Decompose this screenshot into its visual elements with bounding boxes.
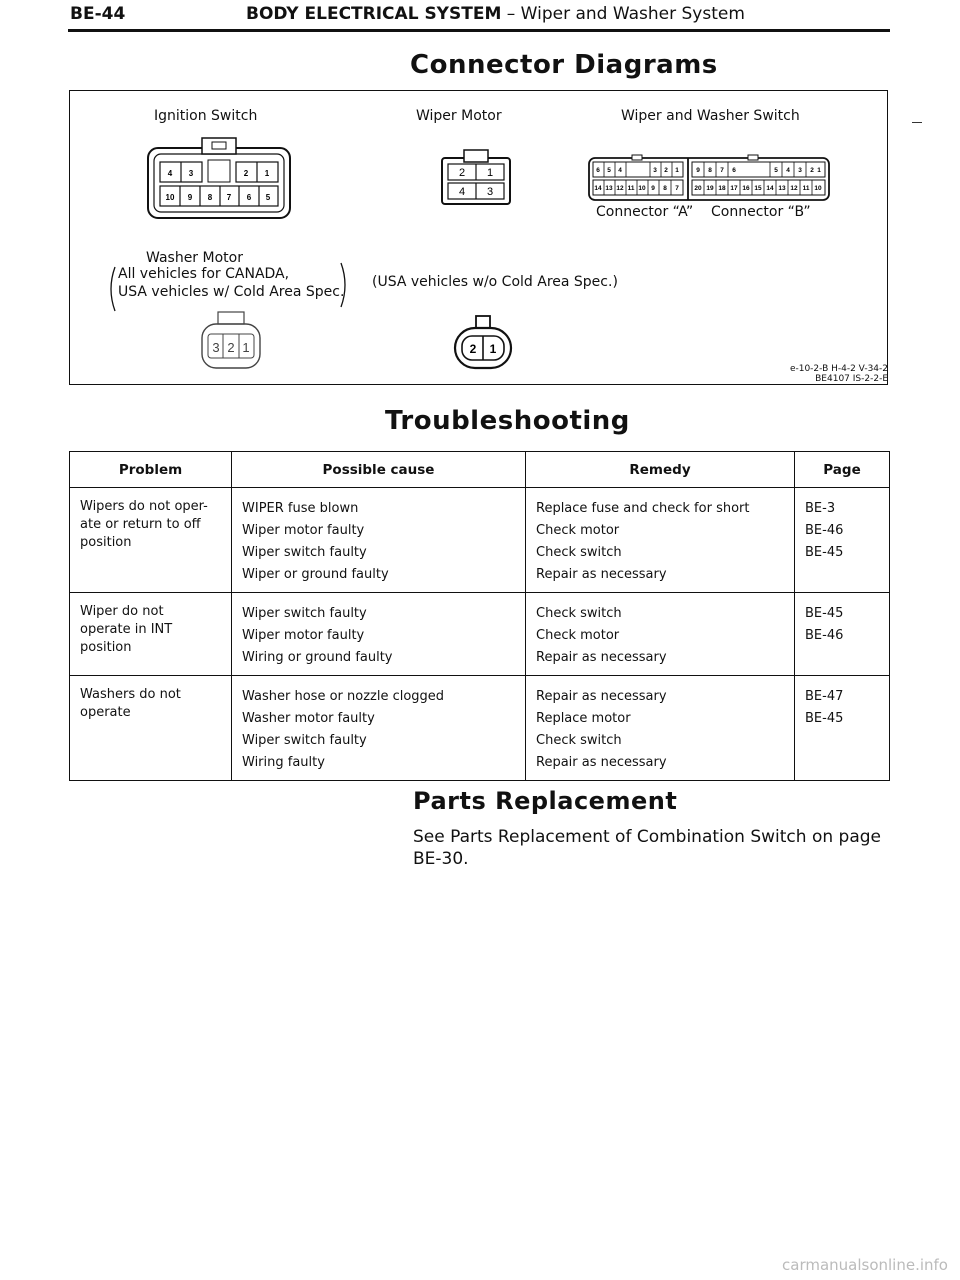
ign-pin: 5 (265, 193, 271, 202)
remedy-line: Repair as necessary (536, 689, 667, 704)
sw-a-pin: 13 (605, 185, 613, 192)
problem-cell (70, 676, 232, 781)
sw-b-pin: 10 (814, 185, 822, 192)
washer-variant-b: (USA vehicles w/o Cold Area Spec.) (372, 274, 618, 290)
washer-variant-a-line2: USA vehicles w/ Cold Area Spec. (118, 284, 345, 300)
col-header-problem: Problem (70, 452, 232, 488)
sw-a-pin: 8 (663, 185, 667, 192)
problem-line: operate in INT (80, 622, 173, 637)
remedy-line: Check switch (536, 606, 622, 621)
sw-b-pin: 11 (802, 185, 810, 192)
wsh-a-pin: 3 (212, 340, 220, 355)
cause-line: Wiring faulty (242, 755, 325, 770)
remedy-line: Check switch (536, 733, 622, 748)
problem-line: ate or return to off (80, 517, 201, 532)
wiper-washer-switch-connector (588, 154, 830, 202)
sw-a-pin: 10 (638, 185, 646, 192)
remedy-line: Repair as necessary (536, 755, 667, 770)
page-ref: BE-45 (805, 606, 844, 621)
sw-b-pin: 8 (708, 167, 712, 174)
ign-pin: 9 (187, 193, 193, 202)
sw-b-pin: 18 (718, 185, 726, 192)
cause-line: Wiper switch faulty (242, 545, 367, 560)
wm-pin: 2 (458, 167, 466, 179)
ign-pin: 1 (264, 169, 270, 178)
wiper-motor-label: Wiper Motor (416, 108, 502, 124)
problem-line: Wiper do not (80, 604, 164, 619)
cause-line: Wiper switch faulty (242, 606, 367, 621)
page-cell (795, 593, 890, 676)
sw-b-pin: 13 (778, 185, 786, 192)
diagram-ref-code-2: BE4107 IS-2-2-E (815, 374, 888, 384)
sw-b-pin: 16 (742, 185, 750, 192)
ignition-switch-label: Ignition Switch (154, 108, 258, 124)
parts-replacement-title: Parts Replacement (413, 787, 678, 815)
remedy-cell (526, 593, 795, 676)
wsh-b-pin: 1 (489, 342, 497, 356)
ign-pin: 4 (167, 169, 173, 178)
cause-line: Washer hose or nozzle clogged (242, 689, 445, 704)
cause-cell (232, 676, 526, 781)
subsection-title: – Wiper and Washer System (506, 4, 745, 24)
cause-line: Wiring or ground faulty (242, 650, 393, 665)
wsh-b-pin: 2 (469, 342, 477, 356)
wsh-a-pin: 1 (242, 340, 250, 355)
header-rule (68, 29, 890, 32)
remedy-line: Check motor (536, 628, 620, 643)
page-header-title (246, 4, 745, 24)
sw-a-pin: 14 (594, 185, 602, 192)
cause-line: Wiper or ground faulty (242, 567, 389, 582)
cause-line: Washer motor faulty (242, 711, 375, 726)
ign-pin: 2 (243, 169, 249, 178)
wiper-motor-connector (440, 148, 512, 206)
sw-b-pin: 6 (732, 167, 736, 174)
sw-a-pin: 11 (627, 185, 635, 192)
page-cell (795, 488, 890, 593)
bracket-left (106, 266, 116, 312)
sw-a-pin: 3 (653, 167, 657, 174)
washer-motor-label: Washer Motor (146, 250, 243, 266)
ign-pin: 7 (226, 193, 232, 202)
page-ref: BE-45 (805, 545, 844, 560)
sw-b-pin: 4 (786, 167, 790, 174)
connector-a-label: Connector “A” (596, 204, 694, 220)
sw-a-pin: 6 (596, 167, 600, 174)
remedy-line: Check switch (536, 545, 622, 560)
troubleshooting-table (69, 451, 890, 781)
cause-line: Wiper motor faulty (242, 628, 365, 643)
problem-line: Washers do not (80, 687, 181, 702)
col-header-remedy: Remedy (526, 452, 795, 488)
sw-b-pin: 15 (754, 185, 762, 192)
page-ref: BE-45 (805, 711, 844, 726)
remedy-line: Repair as necessary (536, 567, 667, 582)
footer-watermark: carmanualsonline.info (782, 1256, 948, 1274)
page-ref: BE-47 (805, 689, 844, 704)
diagram-ref-code-1: e-10-2-B H-4-2 V-34-2 (789, 364, 888, 374)
sw-b-pin: 3 (798, 167, 802, 174)
page-ref: BE-46 (805, 628, 844, 643)
col-header-page: Page (795, 452, 890, 488)
table-row (70, 676, 890, 781)
table-row (70, 488, 890, 593)
problem-cell (70, 488, 232, 593)
washer-variant-a-line1: All vehicles for CANADA, (118, 266, 290, 282)
sw-b-pin: 12 (790, 185, 798, 192)
cause-line: Wiper motor faulty (242, 523, 365, 538)
sw-b-pin: 20 (694, 185, 702, 192)
table-header-row (70, 452, 890, 488)
wiper-washer-switch-label: Wiper and Washer Switch (621, 108, 800, 124)
troubleshooting-title: Troubleshooting (385, 406, 630, 436)
sw-a-pin: 4 (618, 167, 622, 174)
ignition-switch-connector (146, 136, 292, 220)
problem-line: position (80, 535, 132, 550)
sw-a-pin: 12 (616, 185, 624, 192)
washer-motor-connector-3pin (198, 310, 264, 372)
problem-line: Wipers do not oper- (80, 499, 208, 514)
sw-b-pin: 14 (766, 185, 774, 192)
cause-line: Wiper switch faulty (242, 733, 367, 748)
col-header-cause: Possible cause (232, 452, 526, 488)
margin-mark (912, 122, 922, 123)
ign-pin: 6 (246, 193, 252, 202)
cause-line: WIPER fuse blown (242, 501, 359, 516)
sw-b-pin: 7 (720, 167, 724, 174)
cause-cell (232, 593, 526, 676)
ign-pin: 3 (188, 169, 194, 178)
connector-b-label: Connector “B” (711, 204, 811, 220)
sw-a-pin: 2 (664, 167, 668, 174)
remedy-line: Repair as necessary (536, 650, 667, 665)
wm-pin: 1 (486, 167, 494, 179)
remedy-cell (526, 488, 795, 593)
problem-line: position (80, 640, 132, 655)
sw-b-pin: 2 (810, 167, 814, 174)
page-ref: BE-46 (805, 523, 844, 538)
sw-b-pin: 5 (774, 167, 778, 174)
remedy-line: Replace fuse and check for short (536, 501, 750, 516)
remedy-line: Check motor (536, 523, 620, 538)
table-row (70, 593, 890, 676)
wm-pin: 3 (486, 186, 494, 198)
ign-pin: 8 (207, 193, 213, 202)
remedy-line: Replace motor (536, 711, 631, 726)
cause-cell (232, 488, 526, 593)
sw-a-pin: 1 (675, 167, 679, 174)
sw-b-pin: 19 (706, 185, 714, 192)
sw-a-pin: 5 (607, 167, 611, 174)
sw-b-pin: 9 (696, 167, 700, 174)
ign-pin: 10 (165, 193, 175, 202)
section-title: BODY ELECTRICAL SYSTEM (246, 4, 502, 24)
washer-motor-connector-2pin (452, 314, 514, 372)
sw-a-pin: 9 (651, 185, 655, 192)
page-cell (795, 676, 890, 781)
sw-b-pin: 1 (817, 167, 821, 174)
page-ref: BE-3 (805, 501, 836, 516)
parts-replacement-text: See Parts Replacement of Combination Switch on page BE-30. (413, 827, 881, 869)
wsh-a-pin: 2 (227, 340, 235, 355)
wm-pin: 4 (458, 186, 466, 198)
page-code: BE-44 (70, 4, 126, 24)
problem-line: operate (80, 705, 131, 720)
sw-a-pin: 7 (675, 185, 679, 192)
problem-cell (70, 593, 232, 676)
connector-diagrams-title: Connector Diagrams (410, 50, 718, 80)
sw-b-pin: 17 (730, 185, 738, 192)
remedy-cell (526, 676, 795, 781)
